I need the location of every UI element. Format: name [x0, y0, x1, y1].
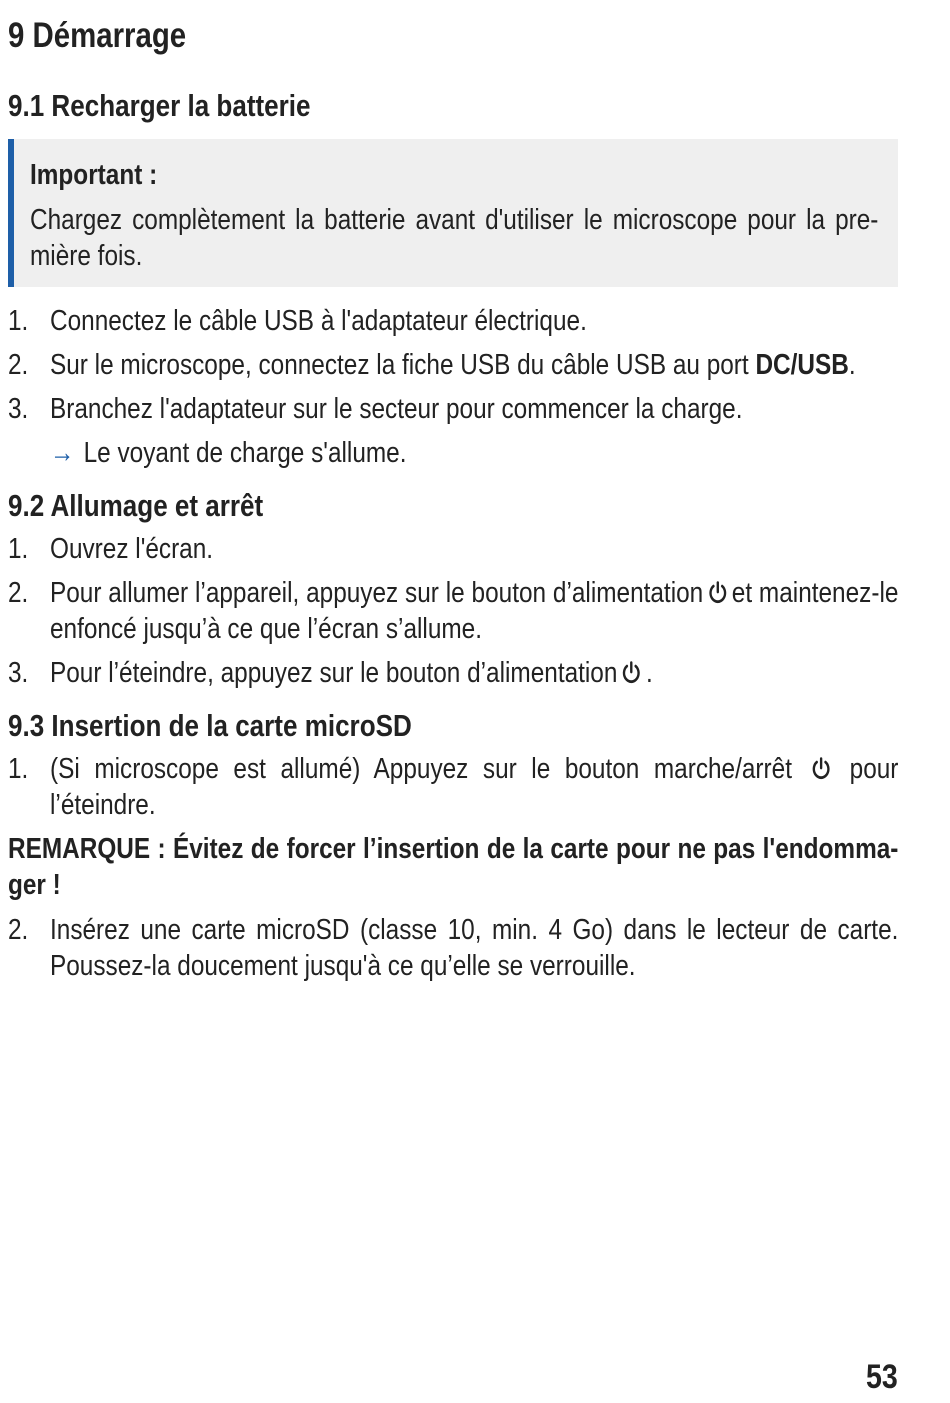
- port-label: DC/USB: [755, 349, 849, 381]
- section-title-9-1: 9.1 Recharger la batterie: [8, 88, 311, 123]
- section-title-9-3: 9.3 Insertion de la carte microSD: [8, 708, 412, 743]
- note-text: Chargez complètement la batterie avant d'utiliser le microscope pour la pre-mière fois.: [30, 204, 879, 272]
- important-note: [8, 139, 898, 287]
- note-title: Important :: [30, 159, 158, 191]
- chapter-title: 9 Démarrage: [8, 16, 187, 55]
- power-icon: [707, 580, 729, 606]
- result-line: → Le voyant de charge s'allume.: [50, 437, 407, 469]
- power-icon: [810, 756, 832, 782]
- remark: REMARQUE : Évitez de forcer l’insertion de la carte pour ne pas l'endomma-ger !: [8, 833, 899, 901]
- right-arrow-icon: →: [50, 437, 75, 469]
- page-number: 53: [866, 1358, 898, 1396]
- section-title-9-2: 9.2 Allumage et arrêt: [8, 488, 264, 523]
- power-icon: [621, 660, 643, 686]
